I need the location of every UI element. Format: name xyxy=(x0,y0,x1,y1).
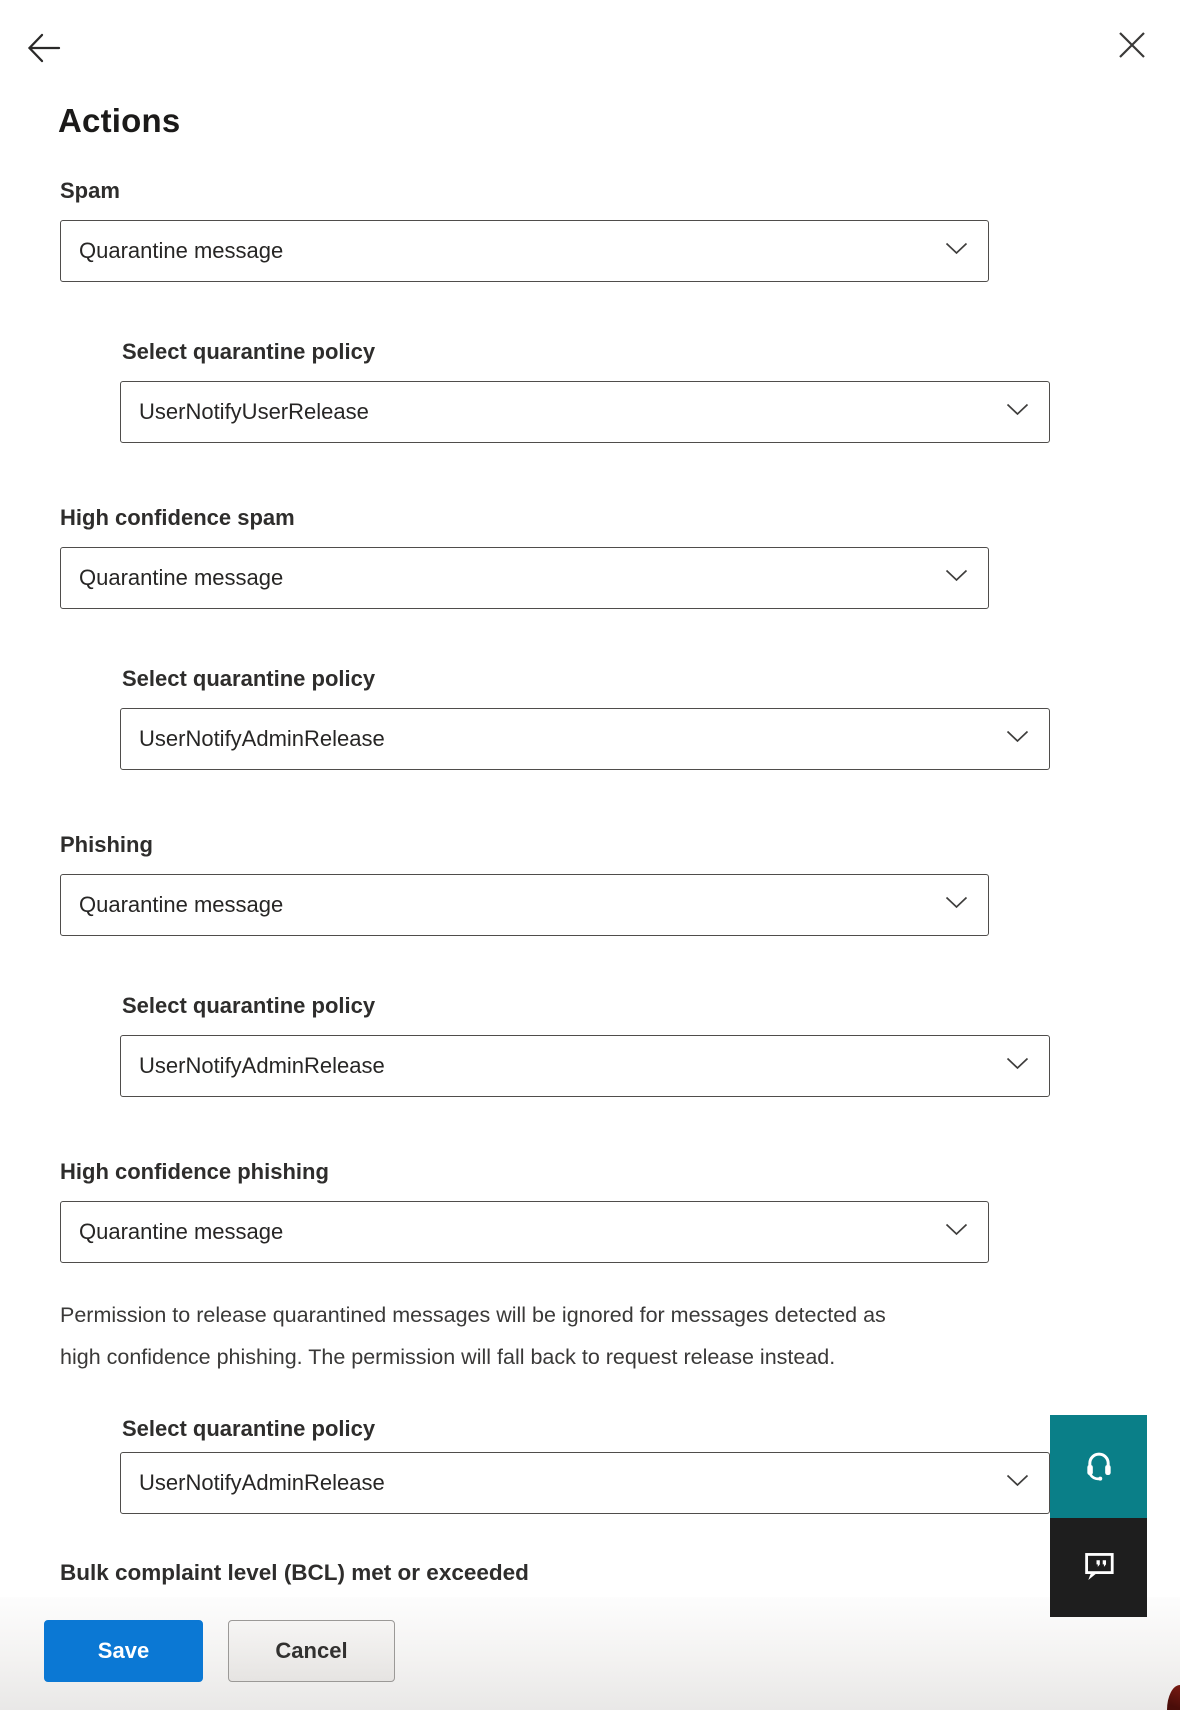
section-label-bulk-complaint-level: Bulk complaint level (BCL) met or exceeded xyxy=(60,1560,529,1585)
chevron-down-icon xyxy=(945,896,968,914)
section-label-high-confidence-spam: High confidence spam xyxy=(60,505,295,530)
chat-bubble-icon xyxy=(1079,1547,1119,1588)
chevron-down-icon xyxy=(1006,1057,1029,1075)
high-confidence-phishing-action-dropdown[interactable] xyxy=(60,1201,989,1263)
chevron-down-icon xyxy=(1006,1474,1029,1492)
help-widget-button[interactable] xyxy=(1050,1415,1147,1518)
close-button[interactable] xyxy=(1116,28,1148,62)
left-arrow-icon xyxy=(25,56,63,71)
high-confidence-phishing-note xyxy=(60,1294,886,1378)
spam-policy-dropdown[interactable] xyxy=(120,381,1050,443)
high-confidence-spam-policy-value: UserNotifyAdminRelease xyxy=(139,726,385,751)
phishing-policy-value: UserNotifyAdminRelease xyxy=(139,1053,385,1078)
high-confidence-spam-policy-label: Select quarantine policy xyxy=(122,666,376,691)
footer-bar xyxy=(0,1597,1180,1710)
chevron-down-icon xyxy=(945,569,968,587)
chevron-down-icon xyxy=(1006,730,1029,748)
high-confidence-spam-action-value: Quarantine message xyxy=(79,565,284,590)
spam-action-value: Quarantine message xyxy=(79,238,284,263)
section-label-spam: Spam xyxy=(60,178,120,203)
back-button[interactable] xyxy=(25,28,63,68)
high-confidence-phishing-policy-dropdown[interactable] xyxy=(120,1452,1050,1514)
spam-action-dropdown[interactable] xyxy=(60,220,989,282)
spam-policy-value: UserNotifyUserRelease xyxy=(139,399,369,424)
section-label-phishing: Phishing xyxy=(60,832,153,857)
high-confidence-spam-action-dropdown[interactable] xyxy=(60,547,989,609)
note-line-2: high confidence phishing. The permission will fall back to request release instead. xyxy=(60,1345,836,1369)
chevron-down-icon xyxy=(1006,403,1029,421)
high-confidence-spam-policy-dropdown[interactable] xyxy=(120,708,1050,770)
note-line-1: Permission to release quarantined messages will be ignored for messages detected as xyxy=(60,1303,886,1327)
high-confidence-phishing-action-value: Quarantine message xyxy=(79,1219,284,1244)
close-icon xyxy=(1116,50,1148,65)
feedback-widget-button[interactable] xyxy=(1050,1518,1147,1617)
save-button[interactable]: Save xyxy=(44,1620,203,1682)
spam-policy-label: Select quarantine policy xyxy=(122,339,376,364)
chevron-down-icon xyxy=(945,1223,968,1241)
page-title: Actions xyxy=(58,102,181,139)
chevron-down-icon xyxy=(945,242,968,260)
section-label-high-confidence-phishing: High confidence phishing xyxy=(60,1159,329,1184)
phishing-action-value: Quarantine message xyxy=(79,892,284,917)
phishing-policy-dropdown[interactable] xyxy=(120,1035,1050,1097)
phishing-action-dropdown[interactable] xyxy=(60,874,989,936)
high-confidence-phishing-policy-label: Select quarantine policy xyxy=(122,1416,376,1441)
cancel-button[interactable]: Cancel xyxy=(228,1620,395,1682)
high-confidence-phishing-policy-value: UserNotifyAdminRelease xyxy=(139,1470,385,1495)
phishing-policy-label: Select quarantine policy xyxy=(122,993,376,1018)
headset-icon xyxy=(1079,1443,1119,1490)
